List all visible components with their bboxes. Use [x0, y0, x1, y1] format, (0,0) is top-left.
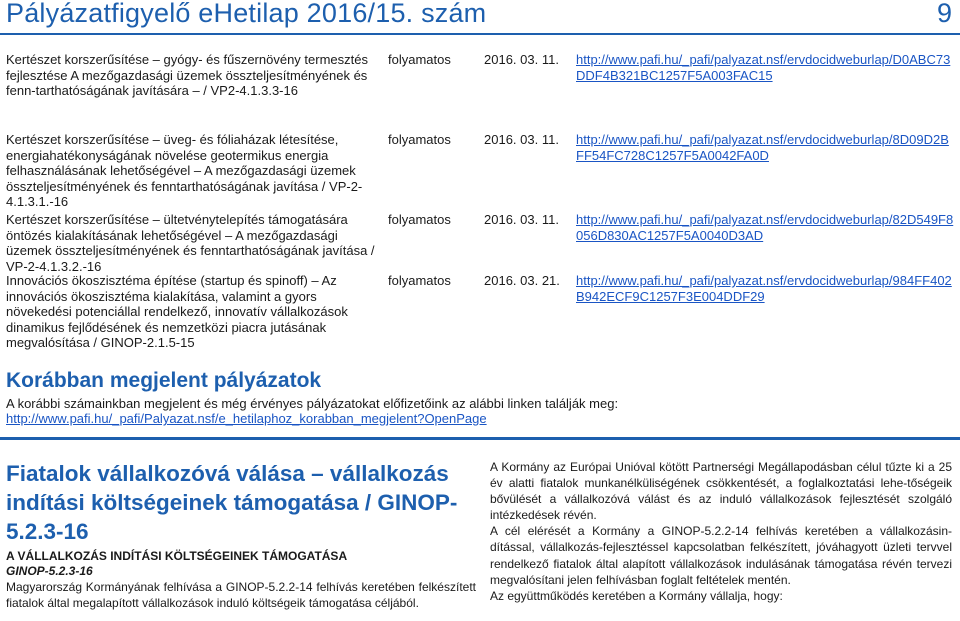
- tender-date: 2016. 03. 21.: [484, 273, 560, 288]
- details-paragraph: A cél elérését a Kormány a GINOP-5.2.2-14 felhívás keretében a vállalkozásin-dítással, vállalkozás-fejlesztéssel kapcsolatban felkészített, jóváhagyott üzleti tervvel rendelkező fiatalok által alapított vállalkozások indulásának támogatása révén tervezi megvalósítani jelen felhívásban foglalt feltételek mentén.: [490, 524, 952, 587]
- header-rule: [0, 33, 960, 35]
- page-number: 9: [936, 0, 952, 28]
- details-paragraph: A Kormány az Európai Unióval kötött Partnerségi Megállapodásban célul tűzte ki a 25 év alatti fiatalok munkanélküliségének csökkentését, a foglalkoztatási lehe-tőségeik bővülését a vállalkozóvá válást és az induló vállalkozások fejlesztését szolgáló intézkedések révén.: [490, 460, 952, 523]
- feature-body: Magyarország Kormányának felhívása a GINOP-5.2.2-14 felhívás keretében felkészített fiatalok által megalapított vállalkozások induló költségeik támogatása céljából.: [6, 580, 476, 610]
- tender-status: folyamatos: [388, 212, 451, 227]
- section-divider: [0, 437, 960, 440]
- tender-date: 2016. 03. 11.: [484, 132, 559, 147]
- page-header: [0, 0, 960, 32]
- tender-date: 2016. 03. 11.: [484, 212, 559, 227]
- tender-link[interactable]: http://www.pafi.hu/_pafi/palyazat.nsf/ervdocidweburlap/82D549F8056D830AC1257F5A0040D3AD: [576, 212, 954, 243]
- tender-link[interactable]: http://www.pafi.hu/_pafi/palyazat.nsf/ervdocidweburlap/984FF402B942ECF9C1257F3E004DDF29: [576, 273, 952, 304]
- earlier-tenders-heading: Korábban megjelent pályázatok: [6, 369, 322, 392]
- tender-link[interactable]: http://www.pafi.hu/_pafi/palyazat.nsf/ervdocidweburlap/8D09D2BFF54FC728C1257F5A0042FA0D: [576, 132, 949, 163]
- feature-subheading: A VÁLLALKOZÁS INDÍTÁSI KÖLTSÉGEINEK TÁMOGATÁSA: [6, 549, 348, 563]
- tender-name: Kertészet korszerűsítése – ültetvénytelepítés támogatására öntözés kialakításának lehetőségével – A mezőgazdasági üzemek összteljesítményének és fenntarthatóságának javítása / VP-2-4.1.3.2.-16: [6, 212, 375, 274]
- feature-headline: Fiatalok vállalkozóvá válása – vállalkozás indítási költségeinek támogatása / GINOP-5.2.3-16: [6, 461, 458, 544]
- tender-link[interactable]: http://www.pafi.hu/_pafi/palyazat.nsf/ervdocidweburlap/D0ABC73DDF4B321BC1257F5A003FAC15: [576, 52, 951, 83]
- feature-article: [6, 459, 476, 611]
- earlier-tenders-text: A korábbi számainkban megjelent és még érvényes pályázatokat előfizetőink az alábbi linken találják meg:: [6, 396, 619, 411]
- tender-status: folyamatos: [388, 273, 451, 288]
- tender-name: Kertészet korszerűsítése – üveg- és fóliaházak létesítése, energiahatékonyságának növelése geotermikus energia felhasználásának lehetőségével – A mezőgazdasági üzemek összteljesítményének és fenntarthatóságának javítása / VP-2-4.1.3.1.-16: [6, 132, 363, 210]
- details-paragraph: Az együttműködés keretében a Kormány vállalja, hogy:: [490, 588, 783, 603]
- tender-status: folyamatos: [388, 132, 451, 147]
- publication-title: Pályázatfigyelő eHetilap 2016/15. szám: [6, 0, 487, 28]
- feature-code: GINOP-5.2.3-16: [6, 564, 93, 578]
- feature-details: [490, 459, 952, 604]
- tender-name: Kertészet korszerűsítése – gyógy- és fűszernövény termesztés fejlesztése A mezőgazdasági üzemek összteljesítményének és fenn-tarthatóságának javítására – / VP2-4.1.3.3-16: [6, 52, 368, 99]
- tender-name: Innovációs ökoszisztéma építése (startup és spinoff) – Az innovációs ökoszisztéma kialakítása, valamint a gyors növekedési potenciállal rendelkező, innovatív vállalkozások dinamikus fejlődésének és nemzetközi piacra jutásának megvalósítása / GINOP-2.1.5-15: [6, 273, 348, 351]
- tender-status: folyamatos: [388, 52, 451, 67]
- tender-date: 2016. 03. 11.: [484, 52, 559, 67]
- earlier-tenders-link[interactable]: http://www.pafi.hu/_pafi/Palyazat.nsf/e_hetilaphoz_korabban_megjelent?OpenPage: [6, 411, 487, 426]
